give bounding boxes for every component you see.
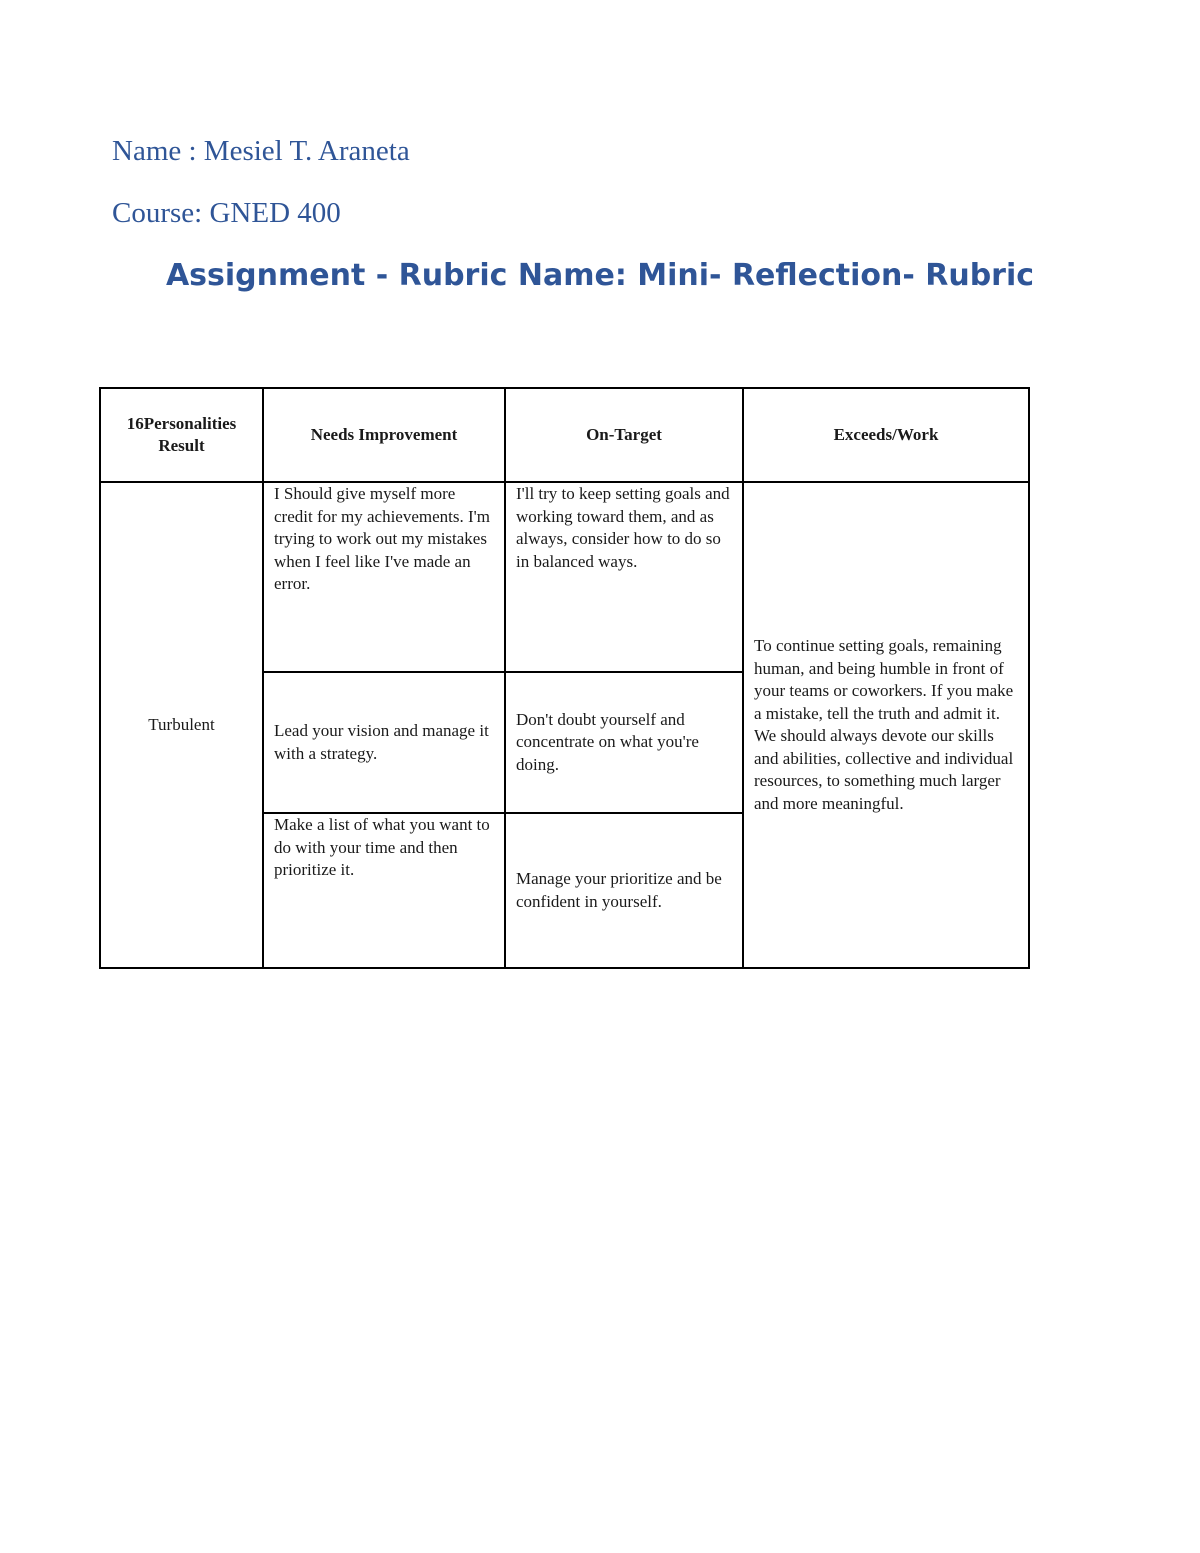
exceeds-cell: To continue setting goals, remaining human, and being humble in front of your teams or coworkers. If you make a mistake, tell the truth and admit it. We should always devote our skills and abilities, collective and individual resources, to something much larger and more meaningful. bbox=[743, 482, 1029, 968]
needs-improvement-cell: Make a list of what you want to do with your time and then prioritize it. bbox=[263, 813, 505, 968]
on-target-cell: I'll try to keep setting goals and working toward them, and as always, consider how to do so in balanced ways. bbox=[505, 482, 743, 672]
column-header-exceeds: Exceeds/Work bbox=[743, 388, 1029, 482]
course-code: Course: GNED 400 bbox=[112, 197, 341, 229]
column-header-on-target: On-Target bbox=[505, 388, 743, 482]
personality-result-cell: Turbulent bbox=[100, 482, 263, 968]
needs-improvement-cell: Lead your vision and manage it with a strategy. bbox=[263, 672, 505, 813]
on-target-cell: Don't doubt yourself and concentrate on what you're doing. bbox=[505, 672, 743, 813]
on-target-cell: Manage your prioritize and be confident in yourself. bbox=[505, 813, 743, 968]
column-header-result: 16Personalities Result bbox=[100, 388, 263, 482]
table-row bbox=[100, 482, 1029, 672]
page-title: Assignment - Rubric Name: Mini- Reflection- Rubric bbox=[165, 258, 1035, 293]
rubric-table bbox=[99, 387, 1030, 969]
student-name: Name : Mesiel T. Araneta bbox=[112, 135, 410, 167]
column-header-needs-improvement: Needs Improvement bbox=[263, 388, 505, 482]
rubric-header-row bbox=[100, 388, 1029, 482]
needs-improvement-cell: I Should give myself more credit for my achievements. I'm trying to work out my mistakes when I feel like I've made an error. bbox=[263, 482, 505, 672]
